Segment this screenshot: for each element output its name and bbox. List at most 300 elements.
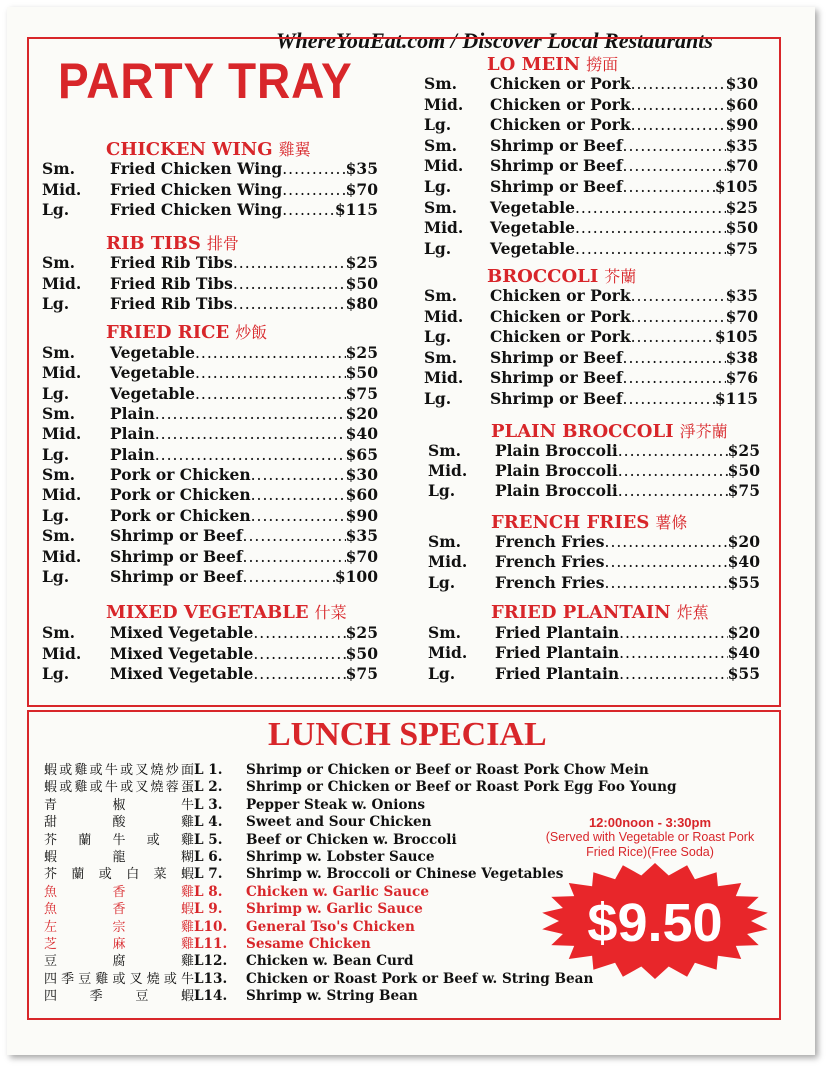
item-size: Sm.	[42, 526, 75, 546]
section-name: FRIED RICE	[106, 322, 230, 343]
item-name: Shrimp or Beef	[490, 389, 623, 408]
dot-leader	[623, 389, 715, 410]
menu-item-row	[428, 481, 760, 502]
item-price: $70	[345, 546, 378, 566]
dot-leader	[605, 532, 728, 553]
section-name: FRENCH FRIES	[491, 512, 650, 533]
item-price: $75	[727, 481, 760, 501]
lunch-item-chinese: 青椒牛	[44, 797, 194, 813]
item-price: $25	[727, 441, 760, 460]
item-size: Mid.	[424, 306, 464, 326]
menu-item-row	[42, 200, 378, 221]
item-name: Mixed Vegetable	[110, 643, 254, 663]
item-price: $50	[345, 273, 378, 293]
item-size: Lg.	[42, 200, 70, 219]
lunch-item-name: Shrimp w. Lobster Sauce	[246, 849, 435, 865]
menu-item-row	[424, 286, 758, 307]
lunch-info	[540, 815, 760, 860]
menu-item-row	[428, 552, 760, 573]
item-name: Shrimp or Beef	[490, 347, 623, 367]
item-size: Mid.	[42, 179, 82, 199]
item-size: Mid.	[42, 546, 82, 566]
item-name: Plain	[110, 404, 155, 424]
lunch-item-code: L12.	[194, 953, 228, 970]
item-size: Lg.	[424, 389, 452, 408]
lunch-item-row	[44, 936, 371, 953]
item-size: Lg.	[42, 505, 70, 525]
item-name: Shrimp or Beef	[110, 566, 243, 586]
dot-leader	[619, 643, 728, 664]
item-name: Fried Chicken Wing	[110, 200, 283, 219]
dot-leader	[253, 623, 345, 644]
dot-leader	[282, 200, 335, 221]
menu-item-row	[42, 343, 378, 364]
section-chinese-name: 淨芥蘭	[679, 422, 728, 441]
menu-item-row	[42, 465, 378, 486]
lunch-item-name: Sweet and Sour Chicken	[246, 814, 432, 831]
item-size: Mid.	[42, 485, 82, 505]
section-heading	[106, 320, 267, 343]
lunch-item-code: L 8.	[194, 883, 223, 900]
lunch-item-chinese: 蝦或雞或牛或叉燒炒面	[44, 763, 194, 778]
lunch-price: $9.50	[587, 893, 723, 953]
lunch-item-name: Shrimp or Chicken or Beef or Roast Pork Egg Foo Young	[246, 779, 677, 796]
dot-leader	[575, 218, 726, 239]
section-heading	[487, 52, 618, 75]
item-name: French Fries	[495, 552, 605, 572]
item-price: $20	[345, 404, 378, 424]
item-price: $50	[725, 218, 758, 238]
item-size: Mid.	[424, 94, 464, 114]
item-name: Fried Plantain	[495, 643, 620, 663]
item-price: $90	[345, 505, 378, 525]
dot-leader	[243, 526, 346, 547]
menu-item-row	[428, 461, 760, 482]
menu-item-row	[42, 644, 378, 665]
item-name: Shrimp or Beef	[490, 156, 623, 176]
item-name: Chicken or Pork	[490, 94, 631, 114]
lunch-item-row	[44, 971, 593, 988]
item-name: Vegetable	[490, 238, 575, 258]
item-name: Chicken or Pork	[490, 74, 631, 93]
item-price: $25	[345, 623, 378, 642]
item-price: $50	[345, 643, 378, 663]
item-size: Sm.	[428, 532, 461, 551]
menu-item-row	[42, 526, 378, 547]
dot-leader	[631, 95, 726, 116]
item-name: Mixed Vegetable	[110, 664, 254, 683]
section-chinese-name: 薯條	[655, 513, 688, 532]
section-name: BROCCOLI	[487, 266, 599, 287]
lunch-item-code: L 2.	[194, 779, 223, 796]
item-price: $40	[727, 643, 760, 663]
item-price: $35	[345, 526, 378, 546]
item-size: Lg.	[424, 238, 452, 258]
item-price: $70	[345, 179, 378, 199]
lunch-item-name: Shrimp w. String Bean	[246, 988, 418, 1005]
menu-item-row	[424, 239, 758, 260]
lunch-item-chinese: 芥蘭牛或雞	[44, 832, 194, 848]
item-name: Fried Chicken Wing	[110, 179, 283, 199]
item-price: $75	[345, 664, 378, 683]
menu-item-row	[424, 327, 758, 348]
item-name: Vegetable	[490, 197, 575, 217]
menu-item-row	[42, 180, 378, 201]
section-heading	[491, 600, 709, 623]
site-watermark: WhereYouEat.com / Discover Local Restaurants	[276, 28, 713, 53]
dot-leader	[253, 644, 345, 665]
dot-leader	[631, 74, 726, 95]
item-size: Mid.	[424, 218, 464, 238]
item-price: $70	[725, 156, 758, 176]
item-price: $38	[725, 347, 758, 367]
lunch-item-code: L14.	[194, 988, 228, 1005]
item-size: Lg.	[424, 177, 452, 196]
item-name: Fried Plantain	[495, 623, 620, 642]
menu-item-row	[42, 404, 378, 425]
lunch-item-row	[44, 762, 649, 779]
lunch-item-code: L13.	[194, 970, 228, 987]
lunch-item-chinese: 甜酸雞	[44, 815, 194, 831]
menu-item-row	[424, 348, 758, 369]
lunch-item-chinese: 蝦龍糊	[44, 850, 194, 865]
menu-item-row	[428, 573, 760, 594]
menu-item-row	[424, 389, 758, 410]
item-name: Shrimp or Beef	[490, 177, 623, 196]
dot-leader	[251, 465, 346, 486]
menu-item-row	[42, 567, 378, 588]
menu-item-row	[42, 506, 378, 527]
dot-leader	[282, 159, 345, 180]
party-tray-title: PARTY TRAY	[58, 53, 353, 109]
item-price: $80	[345, 294, 378, 313]
lunch-item-name: Shrimp w. Garlic Sauce	[246, 901, 423, 918]
lunch-item-name: General Tso's Chicken	[246, 918, 415, 935]
menu-item-row	[424, 198, 758, 219]
item-name: Shrimp or Beef	[490, 368, 623, 388]
menu-item-row	[424, 307, 758, 328]
item-price: $76	[725, 368, 758, 388]
lunch-item-row	[44, 814, 432, 831]
menu-item-row	[424, 177, 758, 198]
menu-item-row	[428, 643, 760, 664]
section-chinese-name: 炒飯	[235, 323, 268, 342]
dot-leader	[575, 198, 726, 219]
section-name: FRIED PLANTAIN	[491, 602, 671, 623]
item-name: Vegetable	[110, 343, 195, 362]
item-price: $70	[725, 306, 758, 326]
lunch-note: (Served with Vegetable or Roast Pork Fried Rice)(Free Soda)	[545, 830, 755, 859]
item-size: Sm.	[42, 465, 75, 485]
menu-item-row	[428, 664, 760, 685]
dot-leader	[623, 136, 726, 157]
lunch-item-code: L10.	[194, 918, 228, 935]
lunch-special-title: LUNCH SPECIAL	[268, 716, 547, 753]
item-name: Shrimp or Beef	[490, 135, 623, 155]
item-name: Chicken or Pork	[490, 306, 631, 326]
menu-item-row	[42, 424, 378, 445]
item-price: $40	[345, 424, 378, 444]
item-size: Sm.	[42, 404, 75, 424]
item-name: Vegetable	[490, 218, 575, 238]
menu-item-row	[424, 115, 758, 136]
item-size: Sm.	[428, 623, 461, 642]
dot-leader	[619, 664, 728, 685]
item-size: Sm.	[428, 441, 461, 460]
lunch-item-code: L11.	[194, 936, 228, 952]
dot-leader	[253, 664, 345, 685]
section-chinese-name: 撈面	[586, 55, 619, 74]
item-size: Sm.	[42, 253, 75, 272]
menu-item-row	[42, 253, 378, 274]
item-name: Fried Rib Tibs	[110, 253, 233, 272]
item-price: $50	[727, 461, 760, 481]
item-name: Pork or Chicken	[110, 485, 251, 505]
item-size: Sm.	[424, 135, 457, 155]
item-price: $20	[727, 623, 760, 642]
dot-leader	[618, 441, 728, 462]
lunch-item-row	[44, 901, 423, 918]
menu-item-row	[42, 363, 378, 384]
dot-leader	[243, 567, 335, 588]
dot-leader	[605, 552, 728, 573]
lunch-item-row	[44, 849, 435, 866]
dot-leader	[618, 481, 728, 502]
item-name: Vegetable	[110, 383, 195, 403]
dot-leader	[631, 115, 726, 136]
item-price: $105	[714, 327, 758, 347]
lunch-item-row	[44, 884, 429, 901]
section-name: MIXED VEGETABLE	[106, 602, 309, 623]
item-size: Mid.	[42, 424, 82, 444]
lunch-item-name: Chicken w. Garlic Sauce	[246, 883, 429, 900]
item-price: $100	[334, 566, 378, 586]
item-size: Sm.	[424, 197, 457, 217]
item-price: $25	[345, 253, 378, 272]
item-name: French Fries	[495, 572, 605, 592]
item-name: Pork or Chicken	[110, 465, 251, 485]
section-name: PLAIN BROCCOLI	[491, 421, 674, 442]
item-price: $50	[345, 363, 378, 383]
dot-leader	[623, 156, 726, 177]
lunch-item-name: Sesame Chicken	[246, 936, 371, 952]
item-price: $20	[727, 532, 760, 551]
item-price: $75	[725, 238, 758, 258]
lunch-item-row	[44, 832, 457, 849]
menu-item-row	[42, 485, 378, 506]
lunch-item-chinese: 魚香雞	[44, 884, 194, 900]
item-name: Mixed Vegetable	[110, 623, 254, 642]
item-name: Chicken or Pork	[490, 327, 631, 347]
lunch-item-name: Chicken or Roast Pork or Beef w. String Bean	[246, 970, 594, 987]
lunch-hours: 12:00noon - 3:30pm	[588, 815, 712, 830]
item-name: Vegetable	[110, 363, 195, 383]
item-size: Lg.	[428, 481, 456, 501]
dot-leader	[623, 177, 715, 198]
section-heading	[491, 510, 687, 533]
item-price: $35	[725, 135, 758, 155]
item-price: $35	[345, 159, 378, 178]
item-name: Chicken or Pork	[490, 286, 631, 305]
item-name: Shrimp or Beef	[110, 546, 243, 566]
item-price: $25	[345, 343, 378, 362]
lunch-item-code: L 7.	[194, 866, 223, 883]
lunch-item-chinese: 魚香蝦	[44, 902, 194, 918]
lunch-item-code: L 1.	[194, 762, 223, 778]
section-name: CHICKEN WING	[106, 139, 273, 160]
item-price: $30	[725, 74, 758, 93]
item-size: Sm.	[42, 343, 75, 362]
item-size: Lg.	[42, 444, 70, 464]
menu-item-row	[424, 74, 758, 95]
menu-item-row	[42, 384, 378, 405]
item-price: $55	[727, 663, 760, 683]
lunch-item-name: Beef or Chicken w. Broccoli	[246, 831, 457, 848]
item-name: Plain	[110, 444, 155, 464]
lunch-item-name: Chicken w. Bean Curd	[246, 953, 414, 970]
item-price: $65	[345, 444, 378, 464]
menu-item-row	[424, 156, 758, 177]
menu-item-row	[428, 623, 760, 644]
item-size: Sm.	[424, 347, 457, 367]
item-name: Plain Broccoli	[495, 461, 618, 481]
item-size: Lg.	[428, 572, 456, 592]
section-chinese-name: 芥蘭	[604, 267, 637, 286]
lunch-item-row	[44, 866, 563, 883]
item-price: $40	[727, 552, 760, 572]
menu-item-row	[424, 218, 758, 239]
dot-leader	[233, 294, 346, 315]
menu-item-row	[42, 159, 378, 180]
item-name: Plain Broccoli	[495, 441, 618, 460]
lunch-item-chinese: 四季豆蝦	[44, 989, 194, 1005]
lunch-item-code: L 4.	[194, 814, 223, 831]
menu-item-row	[42, 547, 378, 568]
lunch-item-chinese: 芥蘭或白菜蝦	[44, 867, 194, 883]
menu-item-row	[428, 532, 760, 553]
dot-leader	[631, 307, 726, 328]
item-size: Sm.	[424, 74, 457, 93]
item-size: Sm.	[424, 286, 457, 305]
item-name: Plain Broccoli	[495, 481, 618, 501]
item-size: Mid.	[42, 643, 82, 663]
dot-leader	[623, 368, 726, 389]
item-size: Lg.	[424, 115, 452, 135]
item-size: Mid.	[424, 156, 464, 176]
item-price: $60	[345, 485, 378, 505]
dot-leader	[195, 343, 346, 364]
lunch-item-row	[44, 797, 425, 814]
item-name: Fried Rib Tibs	[110, 294, 233, 313]
menu-item-row	[424, 136, 758, 157]
item-price: $105	[714, 177, 758, 196]
menu-item-row	[42, 445, 378, 466]
item-price: $115	[334, 200, 378, 219]
lunch-item-row	[44, 919, 415, 936]
dot-leader	[631, 286, 726, 307]
item-size: Lg.	[428, 663, 456, 683]
lunch-item-row	[44, 953, 414, 970]
dot-leader	[623, 348, 726, 369]
lunch-item-name: Pepper Steak w. Onions	[246, 796, 426, 813]
section-heading	[106, 600, 347, 623]
dot-leader	[251, 485, 346, 506]
item-size: Mid.	[428, 552, 468, 572]
menu-item-row	[424, 95, 758, 116]
item-size: Sm.	[42, 159, 75, 178]
item-price: $115	[714, 389, 758, 408]
lunch-item-chinese: 芝麻雞	[44, 937, 194, 952]
item-size: Mid.	[428, 461, 468, 481]
item-size: Sm.	[42, 623, 75, 642]
item-size: Mid.	[428, 643, 468, 663]
dot-leader	[243, 547, 346, 568]
lunch-item-name: Shrimp or Chicken or Beef or Roast Pork Chow Mein	[246, 762, 649, 778]
item-size: Mid.	[42, 273, 82, 293]
dot-leader	[631, 327, 715, 348]
item-price: $90	[725, 115, 758, 135]
section-name: LO MEIN	[487, 54, 581, 75]
lunch-item-code: L 3.	[194, 796, 223, 813]
dot-leader	[155, 404, 346, 425]
item-size: Lg.	[42, 383, 70, 403]
item-price: $60	[725, 94, 758, 114]
menu-item-row	[42, 623, 378, 644]
section-chinese-name: 雞翼	[278, 140, 311, 159]
menu-item-row	[42, 664, 378, 685]
lunch-item-chinese: 蝦或雞或牛或叉燒蓉蛋	[44, 780, 194, 796]
item-name: Fried Plantain	[495, 663, 620, 683]
section-heading	[491, 419, 728, 442]
section-heading	[106, 137, 311, 160]
dot-leader	[195, 363, 346, 384]
section-chinese-name: 什菜	[314, 603, 347, 622]
lunch-item-chinese: 豆腐雞	[44, 954, 194, 970]
lunch-item-row	[44, 779, 677, 796]
section-heading	[106, 231, 239, 254]
dot-leader	[233, 274, 346, 295]
item-price: $75	[345, 383, 378, 403]
lunch-item-chinese: 左宗雞	[44, 919, 194, 935]
item-size: Lg.	[42, 294, 70, 313]
lunch-item-chinese: 四季豆雞或叉燒或牛	[44, 971, 194, 987]
item-size: Mid.	[424, 368, 464, 388]
item-size: Lg.	[424, 327, 452, 347]
item-name: Chicken or Pork	[490, 115, 631, 135]
menu-item-row	[42, 294, 378, 315]
price-starburst	[540, 862, 770, 980]
item-name: Plain	[110, 424, 155, 444]
lunch-item-code: L 9.	[194, 901, 223, 918]
item-price: $55	[727, 572, 760, 592]
dot-leader	[605, 573, 728, 594]
dot-leader	[282, 180, 345, 201]
menu-item-row	[424, 368, 758, 389]
lunch-item-name: Shrimp w. Broccoli or Chinese Vegetables	[246, 866, 564, 883]
item-size: Lg.	[42, 664, 70, 683]
item-name: Fried Chicken Wing	[110, 159, 283, 178]
dot-leader	[619, 623, 728, 644]
lunch-item-code: L 6.	[194, 849, 223, 865]
dot-leader	[575, 239, 726, 260]
dot-leader	[251, 506, 346, 527]
item-price: $30	[345, 465, 378, 485]
section-chinese-name: 炸蕉	[676, 603, 709, 622]
section-chinese-name: 排骨	[206, 234, 239, 253]
item-name: Pork or Chicken	[110, 505, 251, 525]
dot-leader	[195, 384, 346, 405]
section-name: RIB TIBS	[106, 233, 201, 254]
